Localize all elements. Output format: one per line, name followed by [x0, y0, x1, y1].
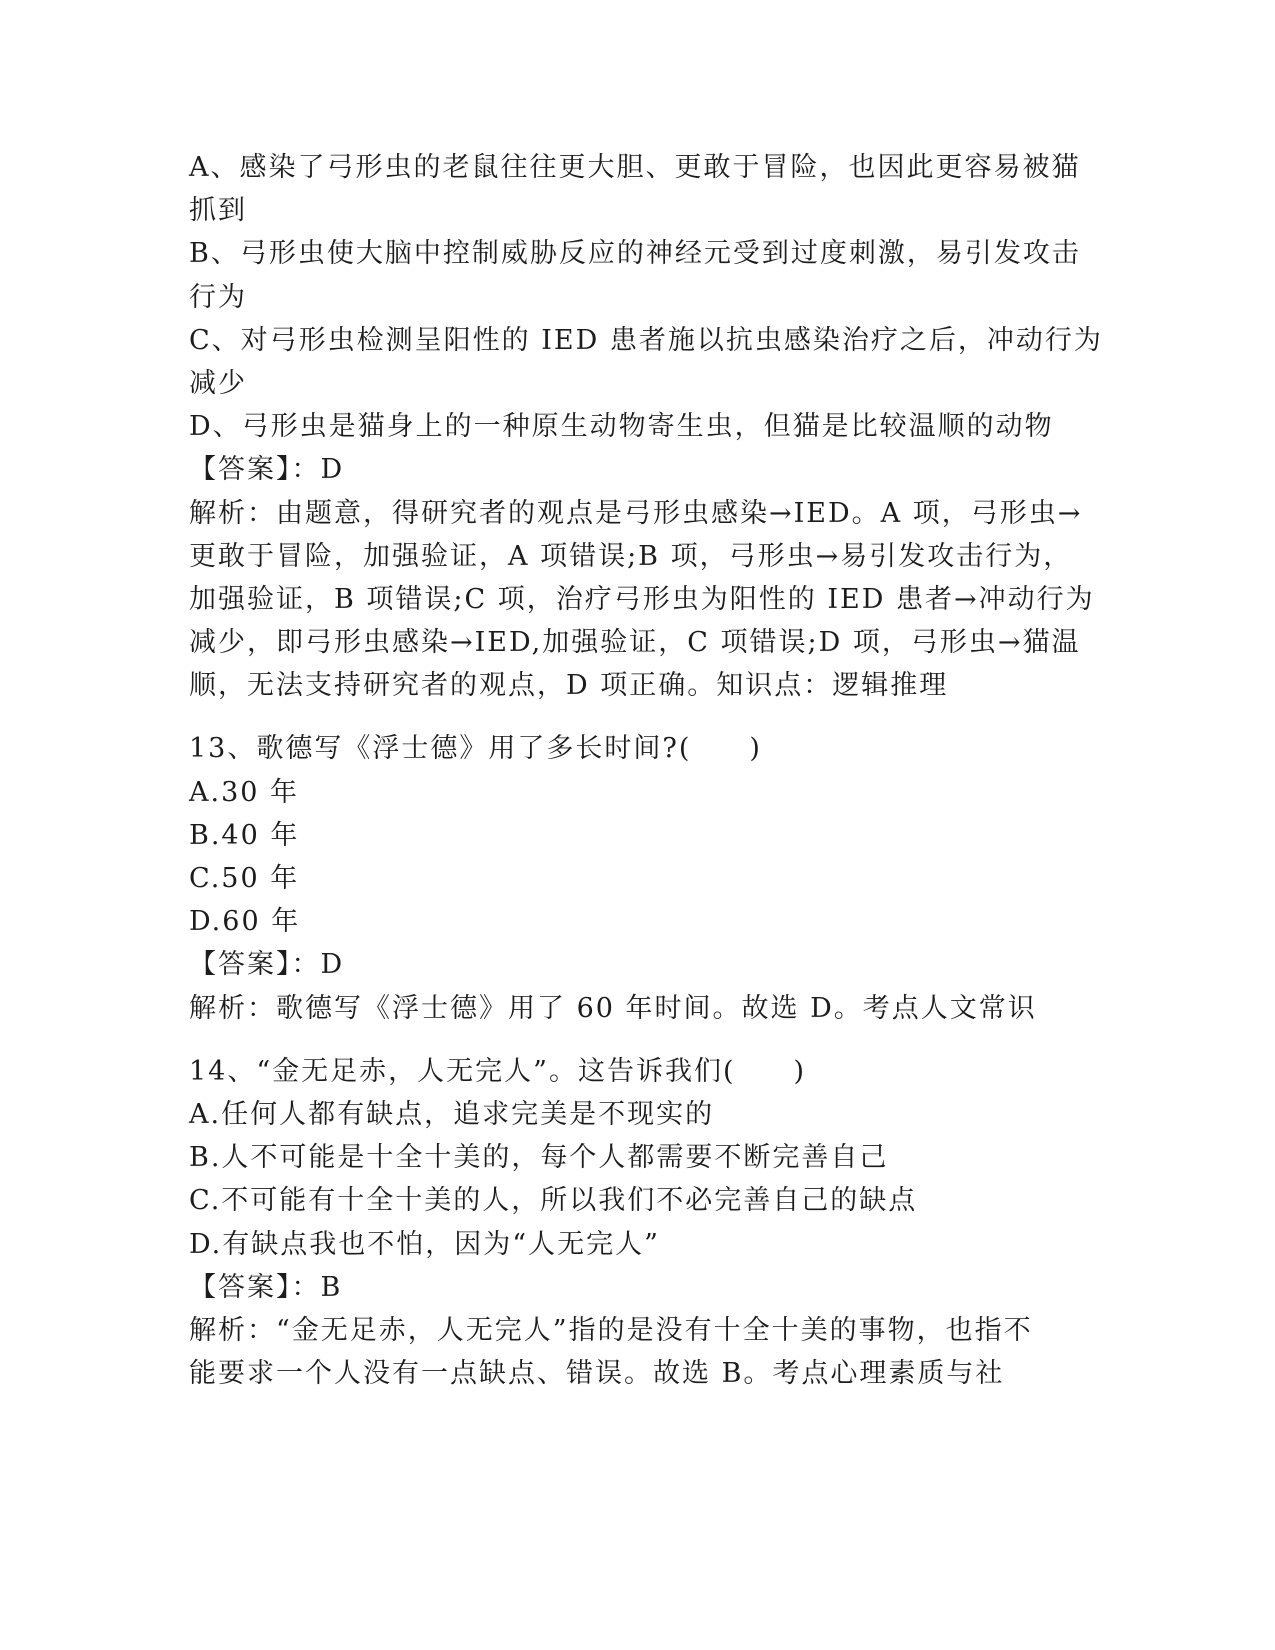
section-gap [189, 707, 1089, 727]
option-d: D.有缺点我也不怕，因为“人无完人” [189, 1228, 660, 1260]
option-d-line-1: D、弓形虫是猫身上的一种原生动物寄生虫，但猫是比较温顺的动物 [189, 411, 1054, 443]
question-14-text: 14、“金无足赤，人无完人”。这告诉我们( ) [189, 1055, 807, 1087]
question-14-block [189, 1050, 1089, 1396]
question-12-block [189, 146, 1103, 707]
analysis-line: 加强验证，B 项错误;C 项，治疗弓形虫为阳性的 IED 患者→冲动行为 [189, 583, 1095, 615]
analysis-line: 解析：歌德写《浮士德》用了 60 年时间。故选 D。考点人文常识 [189, 992, 1037, 1024]
option-b-line-1: B、弓形虫使大脑中控制威胁反应的神经元受到过度刺激，易引发攻击 [189, 238, 1081, 270]
option-a: A.任何人都有缺点，追求完美是不现实的 [189, 1098, 715, 1130]
option-d: D.60 年 [189, 906, 301, 938]
analysis-line: 解析：由题意，得研究者的观点是弓形虫感染→IED。A 项，弓形虫→ [189, 497, 1083, 529]
option-b: B.40 年 [189, 819, 300, 851]
section-gap [189, 1030, 1089, 1050]
option-a: A.30 年 [189, 776, 300, 808]
option-c: C.50 年 [189, 863, 300, 894]
option-b-line-2: 行为 [189, 281, 247, 313]
question-13-block [189, 727, 1089, 1029]
option-c-line-1: C、对弓形虫检测呈阳性的 IED 患者施以抗虫感染治疗之后，冲动行为 [189, 324, 1103, 356]
answer-line: 【答案】：D [189, 454, 345, 486]
analysis-line: 能要求一个人没有一点缺点、错误。故选 B。考点心理素质与社 [189, 1358, 1005, 1390]
option-c: C.不可能有十全十美的人，所以我们不必完善自己的缺点 [189, 1185, 918, 1217]
option-c-line-2: 减少 [189, 367, 247, 399]
option-a-line-2: 抓到 [189, 195, 247, 227]
option-b: B.人不可能是十全十美的，每个人都需要不断完善自己 [189, 1142, 889, 1174]
analysis-line: 更敢于冒险，加强验证，A 项错误;B 项，弓形虫→易引发攻击行为， [189, 540, 1073, 572]
option-a-line-1: A、感染了弓形虫的老鼠往往更大胆、更敢于冒险，也因此更容易被猫 [189, 152, 1081, 183]
answer-line: 【答案】：B [189, 1271, 343, 1303]
answer-line: 【答案】：D [189, 949, 345, 981]
question-13-text: 13、歌德写《浮士德》用了多长时间?( ) [189, 733, 762, 765]
document-page [189, 146, 1103, 1395]
analysis-line: 减少，即弓形虫感染→IED,加强验证，C 项错误;D 项，弓形虫→猫温 [189, 627, 1081, 659]
analysis-line: 解析：“金无足赤，人无完人”指的是没有十全十美的事物，也指不 [189, 1314, 1033, 1346]
analysis-line: 顺，无法支持研究者的观点，D 项正确。知识点：逻辑推理 [189, 670, 949, 702]
